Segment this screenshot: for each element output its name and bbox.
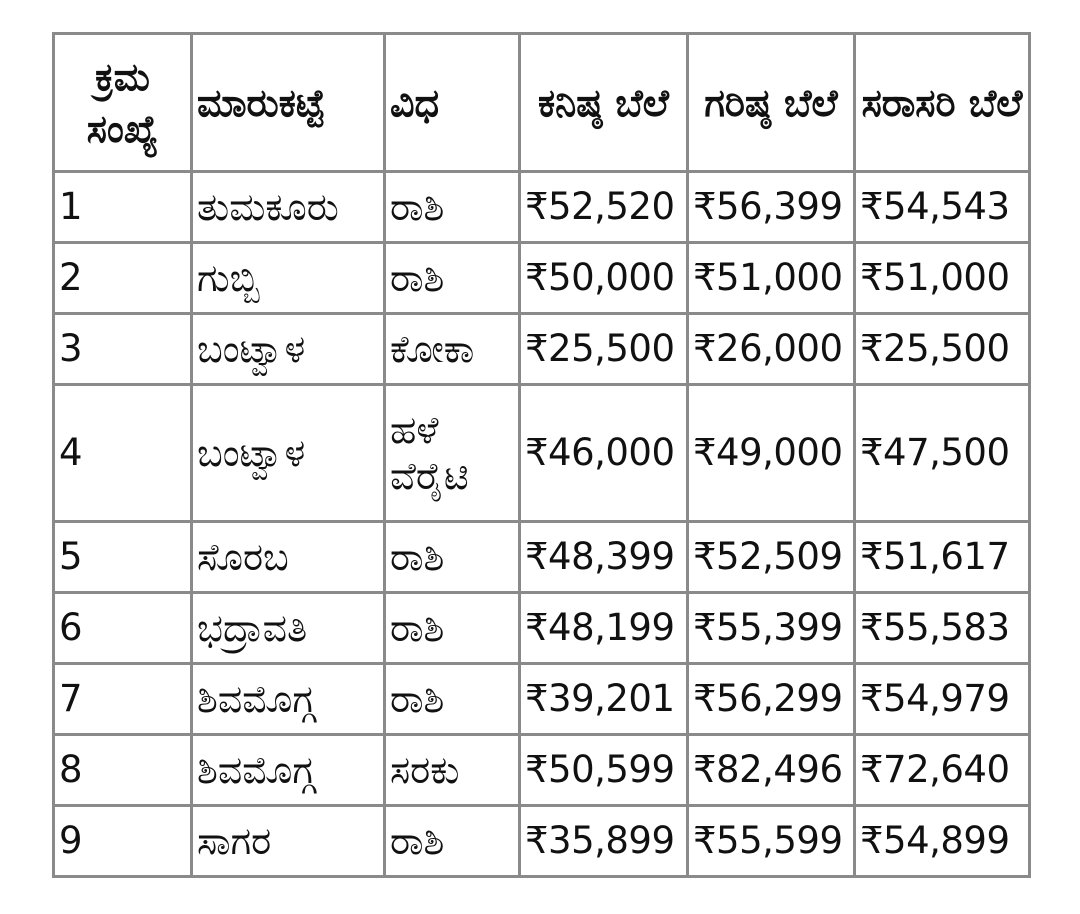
min-price-cell: ₹50,000: [520, 243, 688, 314]
min-price-cell: ₹48,399: [520, 522, 688, 593]
market-cell: ಸಾಗರ: [192, 806, 385, 877]
avg-price-cell: ₹51,617: [855, 522, 1030, 593]
max-price-cell: ₹55,399: [688, 593, 855, 664]
avg-price-cell: ₹72,640: [855, 735, 1030, 806]
market-cell: ಬಂಟ್ವಾಳ: [192, 314, 385, 385]
table-row: [54, 243, 1030, 314]
table-row: [54, 172, 1030, 243]
header-market: ಮಾರುಕಟ್ಟೆ: [192, 34, 385, 172]
variety-cell: ಕೋಕಾ: [385, 314, 520, 385]
max-price-cell: ₹52,509: [688, 522, 855, 593]
header-max-price: ಗರಿಷ್ಠ ಬೆಲೆ: [688, 34, 855, 172]
variety-cell: ರಾಶಿ: [385, 806, 520, 877]
max-price-cell: ₹49,000: [688, 385, 855, 522]
min-price-cell: ₹35,899: [520, 806, 688, 877]
variety-cell: ಹಳೆ ವೆರೈಟಿ: [385, 385, 520, 522]
avg-price-cell: ₹51,000: [855, 243, 1030, 314]
max-price-cell: ₹26,000: [688, 314, 855, 385]
min-price-cell: ₹25,500: [520, 314, 688, 385]
table-row: [54, 806, 1030, 877]
serial-number-cell: 9: [54, 806, 192, 877]
avg-price-cell: ₹55,583: [855, 593, 1030, 664]
header-avg-price: ಸರಾಸರಿ ಬೆಲೆ: [855, 34, 1030, 172]
market-cell: ಸೊರಬ: [192, 522, 385, 593]
variety-cell: ರಾಶಿ: [385, 593, 520, 664]
min-price-cell: ₹39,201: [520, 664, 688, 735]
variety-cell: ರಾಶಿ: [385, 243, 520, 314]
min-price-cell: ₹48,199: [520, 593, 688, 664]
table-row: [54, 314, 1030, 385]
table-row: [54, 664, 1030, 735]
header-serial-number: ಕ್ರಮ ಸಂಖ್ಯೆ: [54, 34, 192, 172]
serial-number-cell: 1: [54, 172, 192, 243]
market-cell: ಶಿವಮೊಗ್ಗ: [192, 735, 385, 806]
market-cell: ಶಿವಮೊಗ್ಗ: [192, 664, 385, 735]
max-price-cell: ₹51,000: [688, 243, 855, 314]
avg-price-cell: ₹54,543: [855, 172, 1030, 243]
market-cell: ಬಂಟ್ವಾಳ: [192, 385, 385, 522]
table-row: [54, 735, 1030, 806]
avg-price-cell: ₹54,899: [855, 806, 1030, 877]
price-table: [52, 32, 1031, 878]
variety-cell: ರಾಶಿ: [385, 664, 520, 735]
serial-number-cell: 5: [54, 522, 192, 593]
market-cell: ತುಮಕೂರು: [192, 172, 385, 243]
max-price-cell: ₹56,399: [688, 172, 855, 243]
min-price-cell: ₹46,000: [520, 385, 688, 522]
serial-number-cell: 4: [54, 385, 192, 522]
market-cell: ಗುಬ್ಬಿ: [192, 243, 385, 314]
serial-number-cell: 3: [54, 314, 192, 385]
variety-cell: ರಾಶಿ: [385, 172, 520, 243]
max-price-cell: ₹55,599: [688, 806, 855, 877]
market-cell: ಭದ್ರಾವತಿ: [192, 593, 385, 664]
variety-cell: ರಾಶಿ: [385, 522, 520, 593]
max-price-cell: ₹82,496: [688, 735, 855, 806]
header-variety: ವಿಧ: [385, 34, 520, 172]
header-min-price: ಕನಿಷ್ಠ ಬೆಲೆ: [520, 34, 688, 172]
table-row: [54, 593, 1030, 664]
min-price-cell: ₹50,599: [520, 735, 688, 806]
variety-cell: ಸರಕು: [385, 735, 520, 806]
min-price-cell: ₹52,520: [520, 172, 688, 243]
serial-number-cell: 7: [54, 664, 192, 735]
serial-number-cell: 6: [54, 593, 192, 664]
max-price-cell: ₹56,299: [688, 664, 855, 735]
avg-price-cell: ₹54,979: [855, 664, 1030, 735]
serial-number-cell: 8: [54, 735, 192, 806]
avg-price-cell: ₹47,500: [855, 385, 1030, 522]
table-header-row: [54, 34, 1030, 172]
table-row: [54, 385, 1030, 522]
avg-price-cell: ₹25,500: [855, 314, 1030, 385]
serial-number-cell: 2: [54, 243, 192, 314]
table-row: [54, 522, 1030, 593]
